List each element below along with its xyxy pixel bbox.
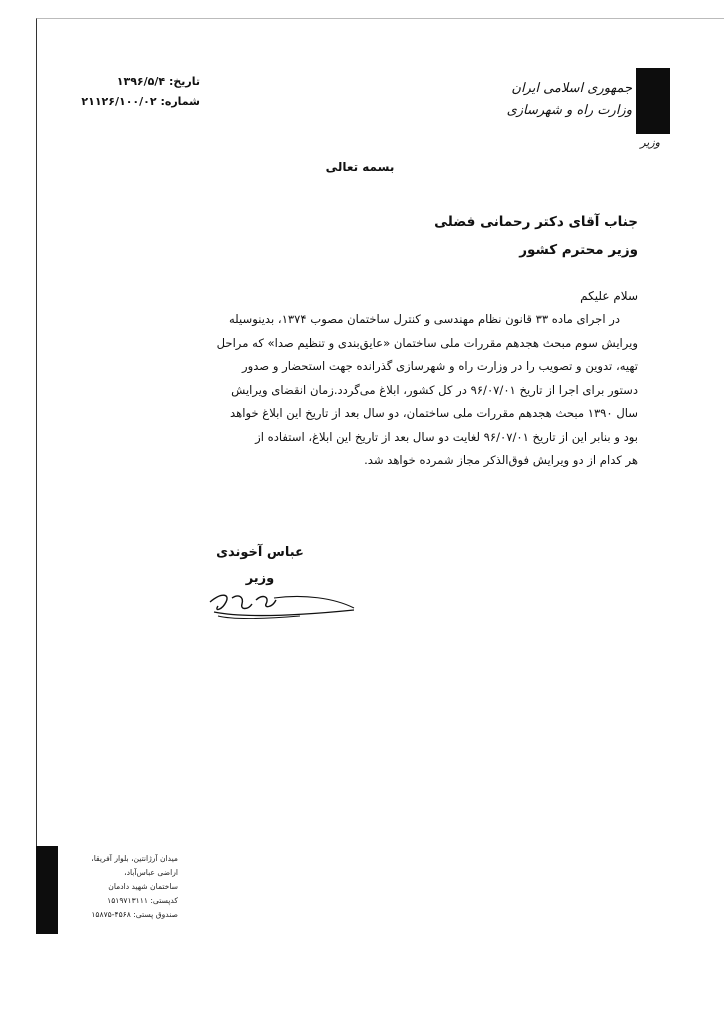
body-line: بود و بنابر این از تاریخ ۹۶/۰۷/۰۱ لغایت دو سال بعد از تاریخ این ابلاغ، استفاده از [255,429,638,444]
letter-body [168,284,638,473]
footer-black-bar [36,846,58,934]
footer-postal-code: کدپستی: ۱۵۱۹۷۱۳۱۱۱ [107,896,178,905]
body-line: سال ۱۳۹۰ مبحث هجدهم مقررات ملی ساختمان، دو سال بعد از تاریخ این ابلاغ خواهد [230,406,638,420]
addressee-block [380,208,638,264]
basmala: بسمه تعالی [325,160,395,174]
addressee-name: جناب آقای دکتر رحمانی فضلی [434,214,638,230]
organization-letterhead [486,78,632,122]
letter-metadata [60,72,200,112]
body-line: دستور برای اجرا از تاریخ ۹۶/۰۷/۰۱ در کل کشور، ابلاغ می‌گردد.زمان انقضای ویرایش [231,382,638,397]
footer-address-line: ساختمان شهید دادمان [108,882,178,891]
date-label: تاریخ: [168,75,200,88]
signer-block [200,540,320,592]
footer-po-box: صندوق پستی: ۴۵۶۸-۱۵۸۷۵ [91,910,178,919]
body-line: در اجرای ماده ۳۳ قانون نظام مهندسی و کنترل ساختمان مصوب ۱۳۷۴، بدینوسیله [228,312,620,326]
number-label: شماره: [160,95,200,108]
addressee-title: وزیر محترم کشور [519,242,638,258]
body-line: ویرایش سوم مبحث هجدهم مقررات ملی ساختمان «عایق‌بندی و تنظیم صدا» که مراحل [216,335,638,350]
handwritten-signature [204,588,364,624]
signer-name: عباس آخوندی [216,545,304,560]
org-name-country: جمهوری اسلامی ایران [511,81,632,96]
number-value: ۲۱۱۲۶/۱۰۰/۰۲ [81,95,157,108]
date-value: ۱۳۹۶/۵/۴ [116,75,166,88]
date-row [60,72,200,92]
letter-page [36,18,724,932]
body-line: هر کدام از دو ویرایش فوق‌الذکر مجاز شمرده خواهد شد. [364,453,638,467]
signer-title: وزیر [245,571,275,586]
letterhead-black-bar [636,68,670,134]
footer-address [66,852,178,922]
footer-address-line: اراضی عباس‌آباد، [124,868,178,877]
minister-tag: وزیر [640,136,660,149]
body-line: تهیه، تدوین و تصویب را در وزارت راه و شهرسازی گذرانده جهت استحضار و صدور [242,359,638,373]
footer-address-line: میدان آرژانتین، بلوار آفریقا، [91,854,178,863]
number-row [60,92,200,112]
org-name-ministry: وزارت راه و شهرسازی [506,103,632,118]
greeting: سلام علیکم [580,289,638,303]
